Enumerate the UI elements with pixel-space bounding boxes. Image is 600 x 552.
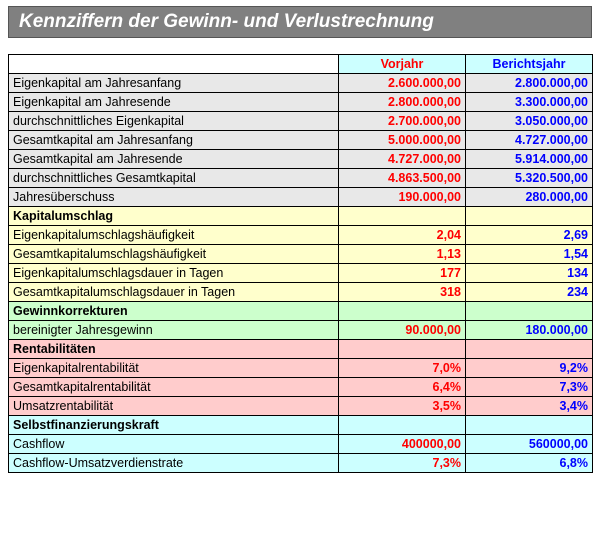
cell-reporting-year: 1,54 xyxy=(466,245,593,264)
cell-reporting-year: 5.320.500,00 xyxy=(466,169,593,188)
table-row xyxy=(9,93,593,112)
table-row xyxy=(9,188,593,207)
page-title: Kennziffern der Gewinn- und Verlustrechnung xyxy=(19,11,434,32)
row-label: Gesamtkapitalumschlagsdauer in Tagen xyxy=(9,283,339,302)
cell-reporting-year xyxy=(466,207,593,226)
cell-previous-year: 2.600.000,00 xyxy=(339,74,466,93)
cell-previous-year: 1,13 xyxy=(339,245,466,264)
cell-reporting-year xyxy=(466,416,593,435)
table-row xyxy=(9,454,593,473)
column-header-label xyxy=(9,55,339,74)
cell-reporting-year: 6,8% xyxy=(466,454,593,473)
cell-previous-year: 318 xyxy=(339,283,466,302)
table-header-row xyxy=(9,55,593,74)
table-row xyxy=(9,359,593,378)
row-label: Umsatzrentabilität xyxy=(9,397,339,416)
column-header-reporting-year: Berichtsjahr xyxy=(466,55,593,74)
cell-previous-year: 2.700.000,00 xyxy=(339,112,466,131)
section-heading: Kapitalumschlag xyxy=(9,207,339,226)
row-label: bereinigter Jahresgewinn xyxy=(9,321,339,340)
table-row xyxy=(9,378,593,397)
cell-previous-year: 6,4% xyxy=(339,378,466,397)
cell-previous-year: 190.000,00 xyxy=(339,188,466,207)
cell-previous-year: 3,5% xyxy=(339,397,466,416)
cell-previous-year: 5.000.000,00 xyxy=(339,131,466,150)
section-heading: Gewinnkorrekturen xyxy=(9,302,339,321)
cell-previous-year: 90.000,00 xyxy=(339,321,466,340)
cell-previous-year xyxy=(339,302,466,321)
section-heading: Rentabilitäten xyxy=(9,340,339,359)
table-row xyxy=(9,416,593,435)
row-label: Cashflow xyxy=(9,435,339,454)
row-label: Eigenkapital am Jahresende xyxy=(9,93,339,112)
cell-previous-year xyxy=(339,207,466,226)
cell-reporting-year: 4.727.000,00 xyxy=(466,131,593,150)
row-label: Gesamtkapital am Jahresanfang xyxy=(9,131,339,150)
cell-reporting-year xyxy=(466,302,593,321)
row-label: Gesamtkapital am Jahresende xyxy=(9,150,339,169)
cell-previous-year: 177 xyxy=(339,264,466,283)
table-row xyxy=(9,131,593,150)
cell-reporting-year: 134 xyxy=(466,264,593,283)
cell-reporting-year: 5.914.000,00 xyxy=(466,150,593,169)
kennziffern-table xyxy=(8,54,593,473)
cell-reporting-year: 2.800.000,00 xyxy=(466,74,593,93)
row-label: Gesamtkapitalumschlagshäufigkeit xyxy=(9,245,339,264)
cell-previous-year xyxy=(339,416,466,435)
row-label: Jahresüberschuss xyxy=(9,188,339,207)
row-label: Gesamtkapitalrentabilität xyxy=(9,378,339,397)
table-row xyxy=(9,321,593,340)
table-row xyxy=(9,169,593,188)
cell-reporting-year: 280.000,00 xyxy=(466,188,593,207)
table-row xyxy=(9,207,593,226)
table-row xyxy=(9,264,593,283)
cell-reporting-year: 9,2% xyxy=(466,359,593,378)
cell-reporting-year: 180.000,00 xyxy=(466,321,593,340)
cell-previous-year: 2.800.000,00 xyxy=(339,93,466,112)
cell-previous-year: 4.863.500,00 xyxy=(339,169,466,188)
cell-previous-year: 4.727.000,00 xyxy=(339,150,466,169)
cell-previous-year xyxy=(339,340,466,359)
table-row xyxy=(9,245,593,264)
cell-reporting-year: 560000,00 xyxy=(466,435,593,454)
cell-reporting-year: 3.300.000,00 xyxy=(466,93,593,112)
cell-reporting-year: 234 xyxy=(466,283,593,302)
cell-previous-year: 400000,00 xyxy=(339,435,466,454)
cell-previous-year: 7,0% xyxy=(339,359,466,378)
row-label: durchschnittliches Eigenkapital xyxy=(9,112,339,131)
table-row xyxy=(9,397,593,416)
row-label: Eigenkapitalumschlagshäufigkeit xyxy=(9,226,339,245)
table-row xyxy=(9,226,593,245)
cell-reporting-year: 2,69 xyxy=(466,226,593,245)
table-row xyxy=(9,302,593,321)
row-label: Eigenkapitalumschlagsdauer in Tagen xyxy=(9,264,339,283)
section-heading: Selbstfinanzierungskraft xyxy=(9,416,339,435)
row-label: Eigenkapitalrentabilität xyxy=(9,359,339,378)
column-header-previous-year: Vorjahr xyxy=(339,55,466,74)
cell-reporting-year: 7,3% xyxy=(466,378,593,397)
row-label: durchschnittliches Gesamtkapital xyxy=(9,169,339,188)
cell-reporting-year: 3,4% xyxy=(466,397,593,416)
table-row xyxy=(9,435,593,454)
page-title-bar xyxy=(8,6,592,38)
row-label: Cashflow-Umsatzverdienstrate xyxy=(9,454,339,473)
row-label: Eigenkapital am Jahresanfang xyxy=(9,74,339,93)
cell-reporting-year: 3.050.000,00 xyxy=(466,112,593,131)
cell-previous-year: 2,04 xyxy=(339,226,466,245)
table-row xyxy=(9,283,593,302)
table-body xyxy=(9,74,593,473)
table-row xyxy=(9,150,593,169)
table-row xyxy=(9,74,593,93)
table-row xyxy=(9,340,593,359)
table-row xyxy=(9,112,593,131)
cell-reporting-year xyxy=(466,340,593,359)
cell-previous-year: 7,3% xyxy=(339,454,466,473)
